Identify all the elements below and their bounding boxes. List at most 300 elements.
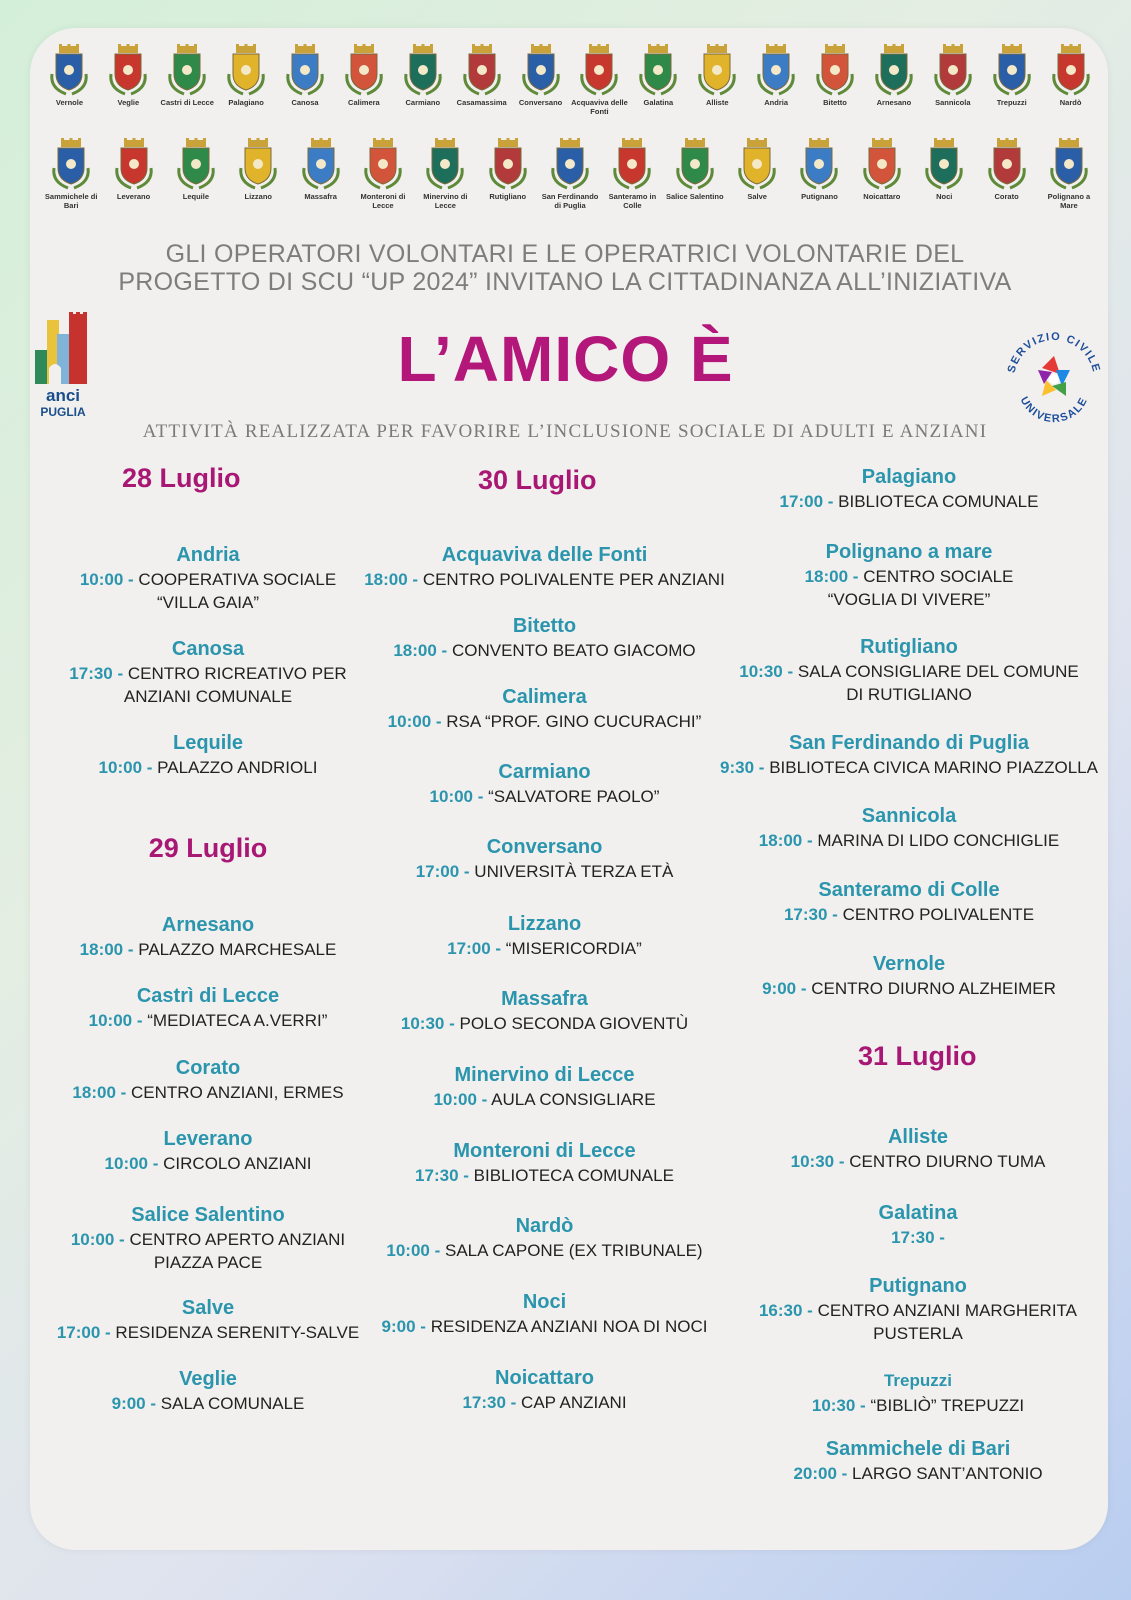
event-venue: CENTRO RICREATIVO PER xyxy=(127,664,347,683)
event-time: 10:00 - xyxy=(98,758,153,777)
crest-label: Castri di Lecce xyxy=(160,98,214,107)
event-detail xyxy=(352,1315,737,1338)
event-venue: RSA “PROF. GINO CUCURACHI” xyxy=(446,712,702,731)
crest-rutigliano xyxy=(477,138,539,210)
event-venue: RESIDENZA SERENITY-SALVE xyxy=(115,1323,360,1342)
event-detail xyxy=(728,1462,1108,1485)
crest-palagiano xyxy=(217,44,276,116)
anci-logo-text: anci xyxy=(45,386,81,405)
event-time: 10:00 - xyxy=(386,1241,441,1260)
event-salve xyxy=(38,1295,378,1344)
event-venue-line2: DI RUTIGLIANO xyxy=(846,685,972,704)
event-detail xyxy=(710,829,1108,852)
crest-label: Monteroni di Lecce xyxy=(360,192,406,210)
event-detail xyxy=(728,1394,1108,1417)
event-place: Salice Salentino xyxy=(131,1204,285,1226)
event-calimera xyxy=(352,684,737,733)
event-time: 17:30 - xyxy=(783,905,838,924)
event-place: Bitetto xyxy=(512,615,577,637)
coat-of-arms-icon xyxy=(282,44,328,96)
event-place: Monteroni di Lecce xyxy=(453,1140,636,1162)
crest-massafra xyxy=(289,138,351,210)
event-detail xyxy=(352,568,737,591)
event-time: 10:00 - xyxy=(79,570,134,589)
event-salice xyxy=(38,1202,378,1274)
event-venue: MARINA DI LIDO CONCHIGLIE xyxy=(817,831,1060,850)
event-venue: BIBLIOTECA CIVICA MARINO PIAZZOLLA xyxy=(769,758,1098,777)
event-acquaviva xyxy=(352,542,737,591)
event-venue: CENTRO SOCIALE xyxy=(863,567,1014,586)
coat-of-arms-icon xyxy=(400,44,446,96)
crest-label: Veglie xyxy=(117,98,140,107)
crest-conversano xyxy=(511,44,570,116)
event-detail xyxy=(38,1392,378,1415)
column-july-30-31 xyxy=(710,458,1108,1498)
coat-of-arms-icon xyxy=(989,44,1035,96)
coat-of-arms-icon xyxy=(609,138,655,190)
event-bitetto xyxy=(352,613,737,662)
crest-label: Lizzano xyxy=(244,192,272,201)
event-polignano xyxy=(710,539,1108,611)
crest-label: Bitetto xyxy=(823,98,847,107)
crest-salve xyxy=(726,138,788,210)
anci-logo-region: PUGLIA xyxy=(40,405,86,419)
event-place: San Ferdinando di Puglia xyxy=(788,732,1030,754)
event-time: 20:00 - xyxy=(793,1464,848,1483)
event-time: 18:00 - xyxy=(804,567,859,586)
event-venue: CENTRO DIURNO ALZHEIMER xyxy=(811,979,1056,998)
crest-label: Lequile xyxy=(182,192,210,201)
event-place: Calimera xyxy=(502,686,587,708)
crest-bitetto xyxy=(806,44,865,116)
event-minervino xyxy=(352,1062,737,1111)
crest-castri-di-lecce xyxy=(158,44,217,116)
coat-of-arms-icon xyxy=(298,138,344,190)
event-place: Castrì di Lecce xyxy=(136,985,280,1007)
event-time: 17:00 - xyxy=(447,939,502,958)
event-detail xyxy=(710,903,1108,926)
crest-label: Polignano a Mare xyxy=(1047,192,1091,210)
coat-of-arms-icon xyxy=(984,138,1030,190)
event-detail xyxy=(38,1152,378,1175)
crest-leverano xyxy=(102,138,164,210)
coat-of-arms-icon xyxy=(46,44,92,96)
event-place: Galatina xyxy=(878,1202,958,1224)
coat-of-arms-icon xyxy=(734,138,780,190)
event-venue-line2: PIAZZA PACE xyxy=(153,1253,263,1272)
event-venue: SALA CAPONE (EX TRIBUNALE) xyxy=(445,1241,703,1260)
crest-minervino-di-lecce xyxy=(414,138,476,210)
crest-label: Andria xyxy=(764,98,789,107)
event-time: 18:00 - xyxy=(79,940,134,959)
event-detail xyxy=(352,1164,737,1187)
event-detail xyxy=(710,565,1108,588)
event-venue: CAP ANZIANI xyxy=(521,1393,627,1412)
coat-of-arms-icon xyxy=(422,138,468,190)
event-lequile xyxy=(38,730,378,779)
event-time: 10:00 - xyxy=(88,1011,143,1030)
event-place: Arnesano xyxy=(161,914,255,936)
event-venue: “MISERICORDIA” xyxy=(505,939,642,958)
event-detail xyxy=(352,710,737,733)
event-detail xyxy=(352,639,737,662)
event-rutigliano xyxy=(710,634,1108,706)
event-place: Noicattaro xyxy=(495,1367,594,1389)
event-time: 9:00 - xyxy=(381,1317,426,1336)
crest-noicattaro xyxy=(851,138,913,210)
coat-of-arms-icon xyxy=(111,138,157,190)
crest-lequile xyxy=(165,138,227,210)
event-time: 18:00 - xyxy=(364,570,419,589)
date-heading: 30 Luglio xyxy=(478,465,597,495)
event-time: 10:00 - xyxy=(429,787,484,806)
event-venue: “BIBLIÒ” TREPUZZI xyxy=(870,1396,1025,1415)
event-place: Rutigliano xyxy=(860,636,958,658)
event-time: 17:30 - xyxy=(462,1393,517,1412)
event-time: 18:00 - xyxy=(72,1083,127,1102)
event-detail xyxy=(352,937,737,960)
event-detail xyxy=(352,1239,737,1262)
event-time: 10:00 - xyxy=(70,1230,125,1249)
crest-galatina xyxy=(629,44,688,116)
event-place: Canosa xyxy=(171,638,245,660)
event-noci xyxy=(352,1289,737,1338)
event-detail xyxy=(728,1226,1108,1249)
event-place: Putignano xyxy=(869,1275,967,1297)
event-venue: CENTRO ANZIANI, ERMES xyxy=(131,1083,344,1102)
crest-sannicola xyxy=(923,44,982,116)
event-venue: BIBLIOTECA COMUNALE xyxy=(473,1166,674,1185)
event-venue-line2: “VOGLIA DI VIVERE” xyxy=(827,590,991,609)
crest-label: Salice Salentino xyxy=(666,192,724,201)
crest-label: Trepuzzi xyxy=(996,98,1027,107)
crest-casamassima xyxy=(452,44,511,116)
crest-putignano xyxy=(788,138,850,210)
scu-logo-bottom-text: UNIVERSALE xyxy=(1017,394,1091,426)
event-detail xyxy=(728,1150,1108,1173)
event-place: Trepuzzi xyxy=(883,1371,952,1390)
event-place: Alliste xyxy=(887,1126,949,1148)
event-detail xyxy=(38,938,378,961)
crest-label: Putignano xyxy=(801,192,838,201)
crest-monteroni-di-lecce xyxy=(352,138,414,210)
event-time: 10:00 - xyxy=(387,712,442,731)
event-andria xyxy=(38,542,378,614)
date-heading: 29 Luglio xyxy=(148,833,268,863)
crest-label: Alliste xyxy=(705,98,729,107)
event-time: 10:00 - xyxy=(104,1154,159,1173)
page-title: L’AMICO È xyxy=(397,323,734,395)
event-place: Andria xyxy=(176,544,240,566)
crest-label: Canosa xyxy=(291,98,319,107)
event-place: Nardò xyxy=(515,1215,574,1237)
event-noicattaro xyxy=(352,1365,737,1414)
event-venue: CENTRO ANZIANI MARGHERITA xyxy=(817,1301,1078,1320)
coat-of-arms-icon xyxy=(871,44,917,96)
event-alliste xyxy=(728,1124,1108,1173)
event-detail xyxy=(38,756,378,779)
date-heading: 28 Luglio xyxy=(122,463,241,493)
event-detail xyxy=(38,1081,378,1104)
column-july-28-29 xyxy=(38,458,378,1438)
crest-label: Santeramo in Colle xyxy=(608,192,657,210)
event-time: 10:30 - xyxy=(811,1396,866,1415)
crest-canosa xyxy=(276,44,335,116)
event-detail xyxy=(352,860,737,883)
event-vernole xyxy=(710,951,1108,1000)
event-place: Lequile xyxy=(172,732,243,754)
event-time: 9:30 - xyxy=(720,758,765,777)
event-place: Vernole xyxy=(872,953,946,975)
event-venue: SALA CONSIGLIARE DEL COMUNE xyxy=(797,662,1079,681)
event-venue: AULA CONSIGLIARE xyxy=(491,1090,656,1109)
event-place: Santeramo di Colle xyxy=(818,879,1000,901)
event-place: Salve xyxy=(181,1297,235,1319)
event-venue: UNIVERSITÀ TERZA ETÀ xyxy=(474,862,674,881)
event-detail xyxy=(38,662,378,685)
crest-noci xyxy=(913,138,975,210)
event-place: Lizzano xyxy=(507,913,582,935)
event-time: 17:30 - xyxy=(891,1228,945,1247)
coat-of-arms-icon xyxy=(1046,138,1092,190)
crest-sammichele-di-bari xyxy=(40,138,102,210)
crest-trepuzzi xyxy=(982,44,1041,116)
event-place: Minervino di Lecce xyxy=(454,1064,635,1086)
coat-of-arms-icon xyxy=(753,44,799,96)
event-veglie xyxy=(38,1366,378,1415)
coat-of-arms-icon xyxy=(859,138,905,190)
event-place: Noci xyxy=(522,1291,567,1313)
crest-nardo xyxy=(1041,44,1100,116)
event-place: Carmiano xyxy=(498,761,591,783)
event-time: 17:30 - xyxy=(69,664,124,683)
crest-label: Rutigliano xyxy=(489,192,527,201)
event-detail xyxy=(710,756,1108,779)
crest-label: Salve xyxy=(747,192,767,201)
event-detail xyxy=(38,1228,378,1251)
crest-label: Calimera xyxy=(348,98,380,107)
crest-label: Sannicola xyxy=(935,98,971,107)
event-detail xyxy=(728,1299,1108,1322)
crest-label: Vernole xyxy=(55,98,83,107)
event-time: 10:30 - xyxy=(400,1014,455,1033)
event-venue: PALAZZO MARCHESALE xyxy=(138,940,337,959)
event-detail xyxy=(352,1391,737,1414)
invite-line-1: GLI OPERATORI VOLONTARI E LE OPERATRICI VOLONTARIE DEL xyxy=(165,240,965,268)
crest-label: Sammichele di Bari xyxy=(44,192,98,210)
coat-of-arms-icon xyxy=(635,44,681,96)
event-venue: LARGO SANT’ANTONIO xyxy=(852,1464,1043,1483)
crest-label: Massafra xyxy=(304,192,337,201)
column-july-30 xyxy=(352,458,737,1438)
coat-of-arms-icon xyxy=(796,138,842,190)
event-venue: “MEDIATECA A.VERRI” xyxy=(147,1011,328,1030)
crest-calimera xyxy=(334,44,393,116)
crest-row-1 xyxy=(40,44,1100,116)
event-place: Acquaviva delle Fonti xyxy=(441,544,648,566)
event-carmiano xyxy=(352,759,737,808)
crest-row-2 xyxy=(40,138,1100,210)
event-place: Veglie xyxy=(179,1368,237,1390)
crest-santeramo-in-colle xyxy=(601,138,663,210)
crest-label: Casamassima xyxy=(456,98,507,107)
event-place: Palagiano xyxy=(861,466,957,488)
coat-of-arms-icon xyxy=(485,138,531,190)
event-corato xyxy=(38,1055,378,1104)
event-time: 10:30 - xyxy=(739,662,794,681)
event-time: 18:00 - xyxy=(393,641,448,660)
event-detail xyxy=(38,1321,378,1344)
crest-alliste xyxy=(688,44,747,116)
event-san-ferdinando xyxy=(710,730,1108,779)
event-detail xyxy=(352,1088,737,1111)
event-time: 16:30 - xyxy=(758,1301,813,1320)
event-santeramo xyxy=(710,877,1108,926)
event-time: 10:00 - xyxy=(433,1090,488,1109)
event-monteroni xyxy=(352,1138,737,1187)
scu-logo-top-text: SERVIZIO CIVILE xyxy=(1005,330,1103,375)
subtitle: ATTIVITÀ REALIZZATA PER FAVORIRE L’INCLUSIONE SOCIALE DI ADULTI E ANZIANI xyxy=(142,421,988,442)
crest-label: San Ferdinando di Puglia xyxy=(541,192,599,210)
coat-of-arms-icon xyxy=(223,44,269,96)
event-time: 17:00 - xyxy=(415,862,470,881)
event-venue: CENTRO DIURNO TUMA xyxy=(849,1152,1046,1171)
event-venue: SALA COMUNALE xyxy=(160,1394,305,1413)
servizio-civile-logo xyxy=(1000,326,1108,434)
invite-text xyxy=(40,240,1090,296)
event-venue: CONVENTO BEATO GIACOMO xyxy=(451,641,696,660)
coat-of-arms-icon xyxy=(812,44,858,96)
coat-of-arms-icon xyxy=(459,44,505,96)
crest-label: Corato xyxy=(994,192,1019,201)
coat-of-arms-icon xyxy=(173,138,219,190)
event-time: 17:30 - xyxy=(415,1166,469,1185)
crest-polignano-a-mare xyxy=(1038,138,1100,210)
crest-andria xyxy=(747,44,806,116)
crest-carmiano xyxy=(393,44,452,116)
event-venue-line2: “VILLA GAIA” xyxy=(156,593,260,612)
event-place: Massafra xyxy=(501,988,588,1010)
event-time: 17:00 - xyxy=(779,492,834,511)
event-detail xyxy=(352,785,737,808)
crest-label: Palagiano xyxy=(228,98,264,107)
event-place: Conversano xyxy=(486,836,603,858)
coat-of-arms-icon xyxy=(105,44,151,96)
coat-of-arms-icon xyxy=(576,44,622,96)
crest-label: Leverano xyxy=(116,192,151,201)
event-canosa xyxy=(38,636,378,708)
coat-of-arms-icon xyxy=(518,44,564,96)
event-venue: BIBLIOTECA COMUNALE xyxy=(838,492,1039,511)
event-venue-line2: ANZIANI COMUNALE xyxy=(123,687,293,706)
event-detail xyxy=(38,1009,378,1032)
crest-label: Galatina xyxy=(643,98,674,107)
event-venue: “SALVATORE PAOLO” xyxy=(488,787,660,806)
coat-of-arms-icon xyxy=(360,138,406,190)
event-venue: RESIDENZA ANZIANI NOA DI NOCI xyxy=(430,1317,708,1336)
coat-of-arms-icon xyxy=(164,44,210,96)
event-place: Leverano xyxy=(163,1128,253,1150)
coat-of-arms-icon xyxy=(930,44,976,96)
event-time: 18:00 - xyxy=(758,831,813,850)
coat-of-arms-icon xyxy=(1048,44,1094,96)
crest-lizzano xyxy=(227,138,289,210)
event-sannicola xyxy=(710,803,1108,852)
event-detail xyxy=(38,568,378,591)
coat-of-arms-icon xyxy=(694,44,740,96)
event-place: Sammichele di Bari xyxy=(825,1438,1011,1460)
invite-line-2: PROGETTO DI SCU “UP 2024” INVITANO LA CITTADINANZA ALL’INIZIATIVA xyxy=(118,268,1012,296)
event-venue-line2: PUSTERLA xyxy=(873,1324,963,1343)
event-detail xyxy=(710,490,1108,513)
coat-of-arms-icon xyxy=(921,138,967,190)
event-arnesano xyxy=(38,912,378,961)
event-time: 9:00 - xyxy=(762,979,807,998)
coat-of-arms-icon xyxy=(235,138,281,190)
event-place: Sannicola xyxy=(861,805,957,827)
event-sammichele xyxy=(728,1436,1108,1485)
star-icon xyxy=(1038,356,1070,396)
crest-label: Noci xyxy=(936,192,953,201)
event-detail xyxy=(710,660,1108,683)
crest-label: Noicattaro xyxy=(863,192,901,201)
event-massafra xyxy=(352,986,737,1035)
event-place: Corato xyxy=(175,1057,241,1079)
event-venue: CENTRO POLIVALENTE PER ANZIANI xyxy=(422,570,725,589)
event-detail xyxy=(352,1012,737,1035)
event-venue: PALAZZO ANDRIOLI xyxy=(157,758,318,777)
crest-label: Arnesano xyxy=(876,98,912,107)
crest-vernole xyxy=(40,44,99,116)
event-putignano xyxy=(728,1273,1108,1345)
event-castri xyxy=(38,983,378,1032)
crest-label: Nardò xyxy=(1059,98,1082,107)
event-venue: CENTRO APERTO ANZIANI xyxy=(129,1230,346,1249)
event-time: 10:30 - xyxy=(790,1152,845,1171)
event-time: 9:00 - xyxy=(111,1394,157,1413)
event-trepuzzi xyxy=(728,1368,1108,1417)
coat-of-arms-icon xyxy=(547,138,593,190)
crest-label: Minervino di Lecce xyxy=(423,192,468,210)
event-time: 17:00 - xyxy=(56,1323,111,1342)
event-palagiano xyxy=(710,464,1108,513)
event-place: Polignano a mare xyxy=(825,541,993,563)
crest-corato xyxy=(975,138,1037,210)
event-lizzano xyxy=(352,911,737,960)
event-venue: CENTRO POLIVALENTE xyxy=(842,905,1035,924)
event-detail xyxy=(710,977,1108,1000)
coat-of-arms-icon xyxy=(341,44,387,96)
coat-of-arms-icon xyxy=(48,138,94,190)
crest-san-ferdinando-di-puglia xyxy=(539,138,601,210)
event-conversano xyxy=(352,834,737,883)
crest-acquaviva-delle-fonti xyxy=(570,44,629,116)
crest-arnesano xyxy=(864,44,923,116)
crest-veglie xyxy=(99,44,158,116)
event-venue: COOPERATIVA SOCIALE xyxy=(138,570,337,589)
date-heading: 31 Luglio xyxy=(858,1041,977,1071)
event-venue: POLO SECONDA GIOVENTÙ xyxy=(459,1014,689,1033)
event-nardo xyxy=(352,1213,737,1262)
event-venue: CIRCOLO ANZIANI xyxy=(163,1154,312,1173)
crest-label: Conversano xyxy=(518,98,563,107)
coat-of-arms-icon xyxy=(672,138,718,190)
event-leverano xyxy=(38,1126,378,1175)
crest-salice-salentino xyxy=(664,138,726,210)
event-galatina xyxy=(728,1200,1108,1249)
crest-label: Acquaviva delle Fonti xyxy=(571,98,628,116)
crest-label: Carmiano xyxy=(405,98,441,107)
